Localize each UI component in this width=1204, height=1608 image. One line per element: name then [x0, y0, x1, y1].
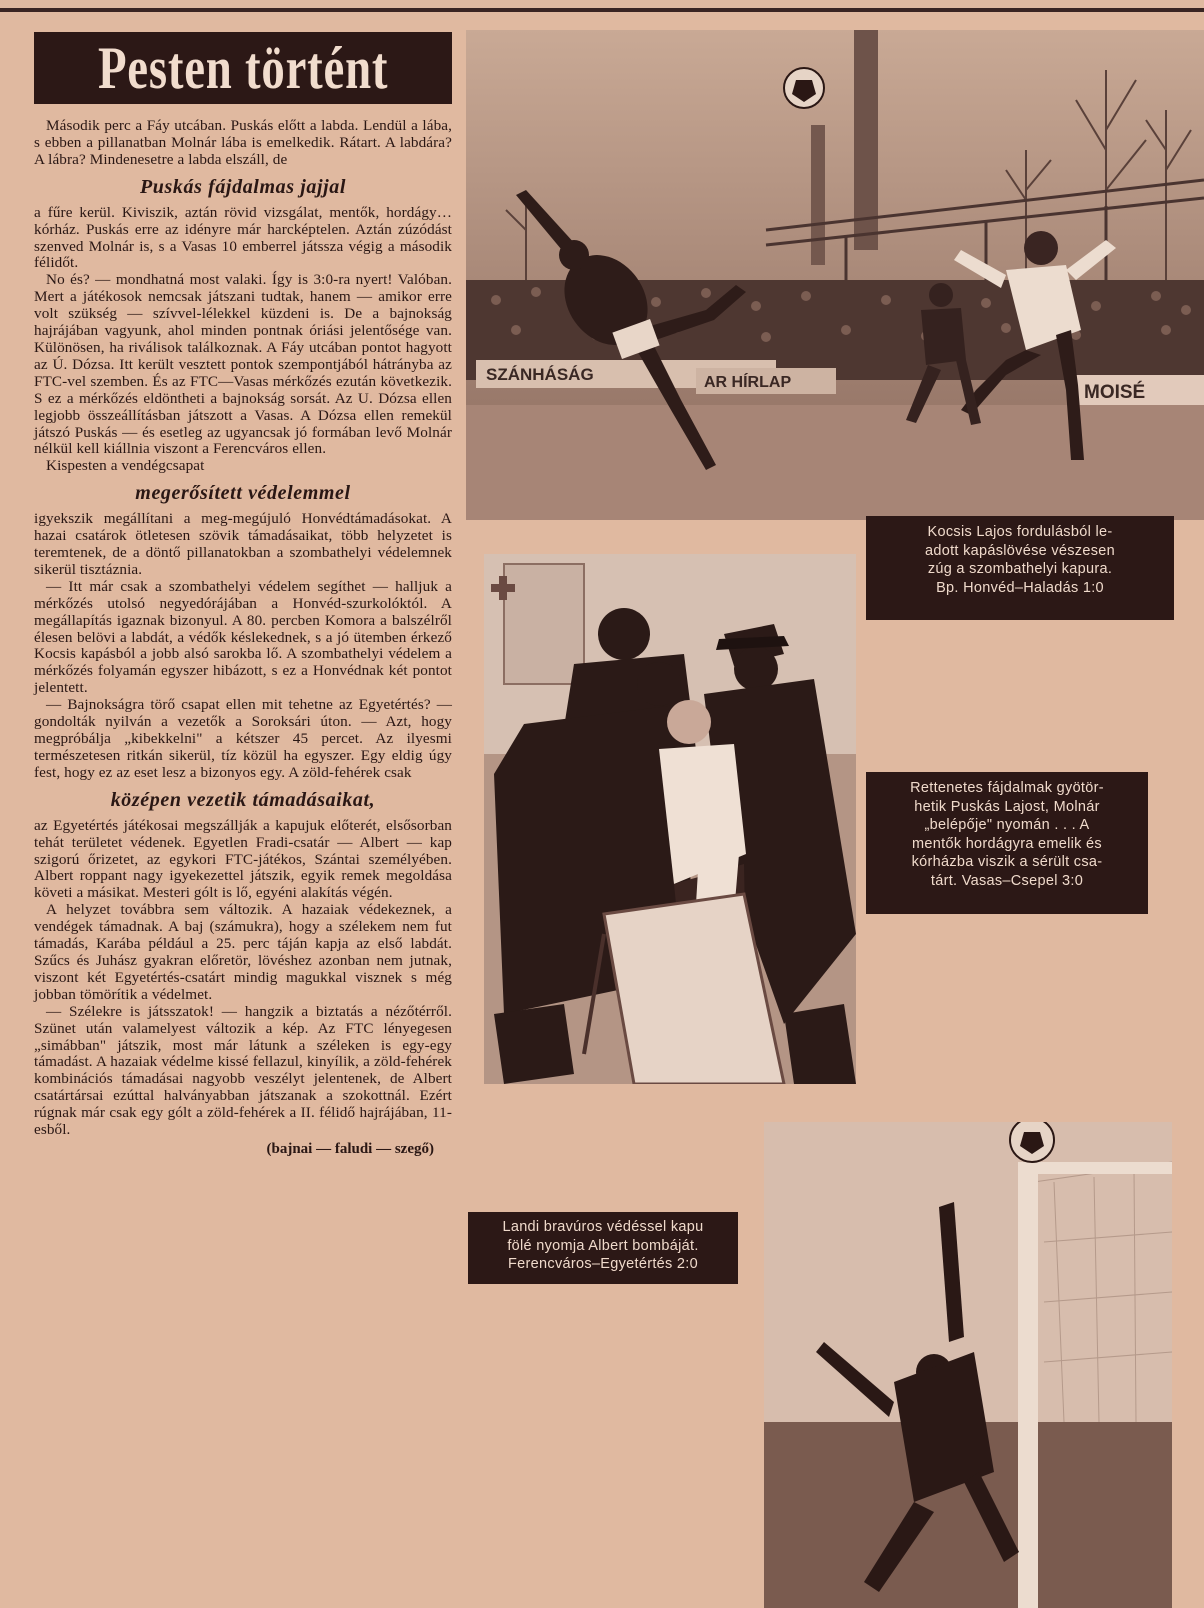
subheading: megerősített védelemmel [135, 482, 351, 505]
article-title: Pesten történt [97, 34, 389, 101]
paragraph: — Szélekre is játsszatok! — hangzik a biztatás a nézőtérről. Szünet után valamelyest változik a kép. Az FTC lényegesen „simábban" játszik, most már látunk a széleken is egy-egy támadást. A hazaiak védelme kissé fellazul, kinyílik, a zöld-fehérek kombinációs támadásai nagyobb veszélyt jelentenek, de Albert csatártársai ezúttal halványabban játszanak a szokottnál. Ezért rúgnak már csak egy gólt a zöld-fehérek a II. félidő hajrájában, 11-esből. [34, 1002, 452, 1139]
photo-match-action [466, 30, 1204, 520]
paragraph: No és? — mondhatná most valaki. Így is 3:0-ra nyert! Valóban. Mert a játékosok nemcsak játszani tudtak, hanem — amikor erre volt szükség — szívvel-lélekkel küzdeni is. De a bajnokság hajrájában vagyunk, ahol minden pontnak óriási jelentősége van. Különösen, ha riválisok találkoznak. A Fáy utcában pontot hagyott az Ú. Dózsa. Itt került vesztett pontok szempontjából hátrányba az FTC-vel szemben. És az FTC—Vasas mérkőzés ezután következik. S ez a mérkőzés eldöntheti a bajnokság sorsát. Az U. Dózsa ellen legjobb összeállításban játszott a Vasas. A Dózsa ellen remekül játszó Puskás — és esetleg az ugyancsak jó formában levő Molnár nélkül kell kiállnia viszont a Ferencváros ellen. [34, 271, 452, 458]
caption-line: Ferencváros–Egyetértés 2:0 [508, 1256, 698, 1272]
paragraph: — Itt már csak a szombathelyi védelem segíthet — halljuk a mérkőzés utolsó negyedórájában a Honvéd-szurkolóktól. A megállapítás igaznak bizonyul. A 80. percben Komora a balszélről élesen belövi a labdát, a védők késlekednek, s a jó ütemben érkező Kocsis kapásból a jobb alsó sarokba lő. A szombathelyi védelem a mérkőzés folyamán egyszer hibázott, s ez a Honvédnak két pontot jelentett. [34, 577, 452, 697]
caption-vasas [866, 772, 1148, 914]
caption-line: tárt. Vasas–Csepel 3:0 [930, 872, 1084, 889]
goal-post [1018, 1162, 1038, 1608]
photo-goalkeeper [764, 1122, 1172, 1608]
pitch [466, 405, 1204, 520]
paragraph: Második perc a Fáy utcában. Puskás előtt a labda. Lendül a lába, s ebben a pillanatban Molnár lába is emelkedik. Rátart. A labdára? A lábra? Mindenesetre a labda elszáll, de [34, 117, 452, 168]
paragraph: igyekszik megállítani a meg-megújuló Honvédtámadásokat. A hazai csatárok ötletesen szövik támadásaikat, több helyzetet is teremtenek, de a döntő pillanatokban a szombathelyi védelemnek sikerül tisztáznia. [34, 510, 452, 578]
caption-line: adott kapáslövése vészesen [925, 542, 1115, 559]
subheading: középen vezetik támadásaikat, [110, 788, 376, 811]
caption-line: Landi bravúros védéssel kapu [502, 1219, 704, 1235]
caption-line: fölé nyomja Albert bombáját. [507, 1237, 699, 1254]
paragraph: A helyzet továbbra sem változik. A hazaiak védekeznek, a vendégek támadnak. A baj (számukra), hogy a szélekem nem fut támadás, Karába például a 25. perc táján kapja az első labdát. Szűcs és Juhász gyakran előretör, lövéshez azonban nem jutnak, viszont két Egyetértés-csatárt mindig magukkal visznek s még jobban tömörítik a védelmet. [34, 901, 452, 1003]
article-column [34, 32, 452, 1158]
caption-line: Kocsis Lajos fordulásból le- [927, 524, 1113, 540]
caption-line: „belépője" nyomán . . . A [924, 817, 1090, 833]
ad-board-text: SZÁNHÁSÁG [486, 365, 594, 384]
caption-line: Bp. Honvéd–Haladás 1:0 [936, 579, 1104, 596]
subheading: Puskás fájdalmas jajjal [139, 175, 347, 198]
paragraph: — Bajnokságra törő csapat ellen mit tehetne az Egyetértés? — gondolták nyilván a vezetők a Soroksári úton. — Azt, hogy megpróbálja „kibekkelni" a kétszer 45 percet. Az ilyesmi természetesen ritkán sikerül, tíz közül ha egyszer. Egy eldig úgy fest, hogy ez az eset lesz a bizonyos egy. A zöld-fehérek csak [34, 696, 452, 781]
byline: (bajnai — faludi — szegő) [266, 1140, 434, 1157]
caption-honved [866, 516, 1174, 620]
crossbar [1018, 1162, 1172, 1174]
caption-line: Rettenetes fájdalmak gyötör- [910, 780, 1104, 796]
paragraph: az Egyetértés játékosai megszállják a kapujuk előterét, elsősorban tehát területet védenek. Egyetlen Fradi-csatár — Albert — kap szigorú őrizetet, az egykori FTC-játékos, Szántai személyében. Albert roppant nagy igyekezettel játszik, egyik remek megoldása követi a másikat. Mesteri gólt is lő, egyéni alakítás végén. [34, 816, 452, 902]
football [1010, 1122, 1054, 1162]
caption-line: zúg a szombathelyi kapura. [927, 561, 1113, 577]
paragraph: a fűre kerül. Kiviszik, aztán rövid vizsgálat, mentők, hordágy… kórház. Puskás erre az idényre már harcképtelen. Aztán zúzódást szenved Molnár is, s a Vasas 10 emberrel játssza végig a második félidőt. [34, 203, 452, 272]
paragraph: Kispesten a vendégcsapat [46, 457, 205, 475]
ad-board-text: MOISÉ [1084, 382, 1146, 403]
caption-line: mentők hordágyra emelik és [912, 835, 1102, 852]
caption-line: kórházba viszik a sérült csa- [911, 854, 1103, 870]
article-title-banner [34, 32, 452, 104]
ad-board-text: AR HÍRLAP [704, 374, 792, 391]
photo-stretcher [484, 554, 856, 1084]
football [784, 68, 824, 108]
caption-ferencvaros [468, 1212, 738, 1284]
top-rule [0, 8, 1204, 12]
caption-line: hetik Puskás Lajost, Molnár [914, 798, 1100, 815]
